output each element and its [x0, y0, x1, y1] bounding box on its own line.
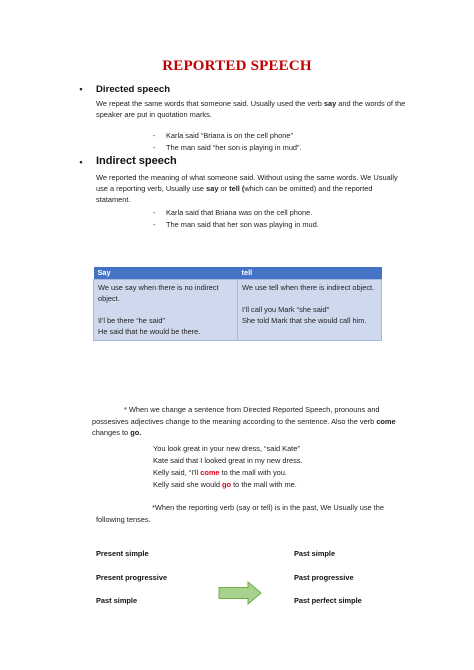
table-row — [94, 280, 382, 341]
directed-examples-list — [153, 130, 413, 154]
say-tell-table — [93, 267, 382, 341]
tense-right-3: Past perfect simple — [294, 596, 362, 605]
directed-speech-heading: Directed speech — [96, 84, 171, 95]
bullet-icon: • — [79, 84, 83, 94]
example-line: Kelly said, “I’ll come to the mall with you. — [153, 468, 287, 477]
tense-note: *When the reporting verb (say or tell) is in the past, We Usually use the following tenses. — [96, 503, 384, 524]
list-item: - Karla said that Briana was on the cell phone. — [153, 208, 313, 217]
list-item: - Karla said “Briana is on the cell phone” — [153, 131, 293, 140]
tense-right-1: Past simple — [294, 549, 336, 558]
list-item: - The man said “her son is playing in mud”. — [153, 143, 302, 152]
come-go-examples — [153, 443, 303, 491]
right-arrow-icon — [218, 581, 262, 605]
directed-speech-paragraph: We repeat the same words that someone said. Usually used the verb say and the words of the speaker are put in quotation marks. — [96, 99, 406, 119]
tell-cell: We use tell when there is indirect object. I’ll call you Mark “she said” She told Mark that she would call him. — [238, 280, 382, 341]
example-line: Kate said that I looked great in my new dress. — [153, 456, 303, 465]
say-cell: We use say when there is no indirect object. Il’l be there “he said” He said that he would be there. — [94, 280, 238, 341]
tense-right-2: Past progressive — [294, 573, 354, 582]
page-title: REPORTED SPEECH — [162, 58, 312, 74]
example-line: Kelly said she would go to the mall with me. — [153, 480, 297, 489]
table-header-say: Say — [94, 267, 238, 280]
indirect-examples-list — [153, 207, 413, 231]
tense-left-1: Present simple — [96, 549, 149, 558]
example-line: You look great in your new dress, “said Kate” — [153, 444, 300, 453]
tense-left-2: Present progressive — [96, 573, 168, 582]
bullet-icon: • — [79, 157, 83, 167]
pronoun-change-note: * When we change a sentence from Directed Reported Speech, pronouns and possesives adjectives change to the meaning according to the sentence. Also the verb come changes to go. — [92, 405, 396, 437]
indirect-speech-paragraph: We reported the meaning of what someone said. Without using the same words. We Usually use a reporting verb, Usually use say or tell (which can be omitted) and the reported statament. — [96, 173, 398, 204]
indirect-speech-heading: Indirect speech — [96, 155, 177, 167]
table-header-tell: tell — [238, 267, 382, 280]
tense-left-3: Past simple — [96, 596, 138, 605]
list-item: - The man said that her son was playing in mud. — [153, 220, 319, 229]
table-header-row — [94, 267, 382, 280]
